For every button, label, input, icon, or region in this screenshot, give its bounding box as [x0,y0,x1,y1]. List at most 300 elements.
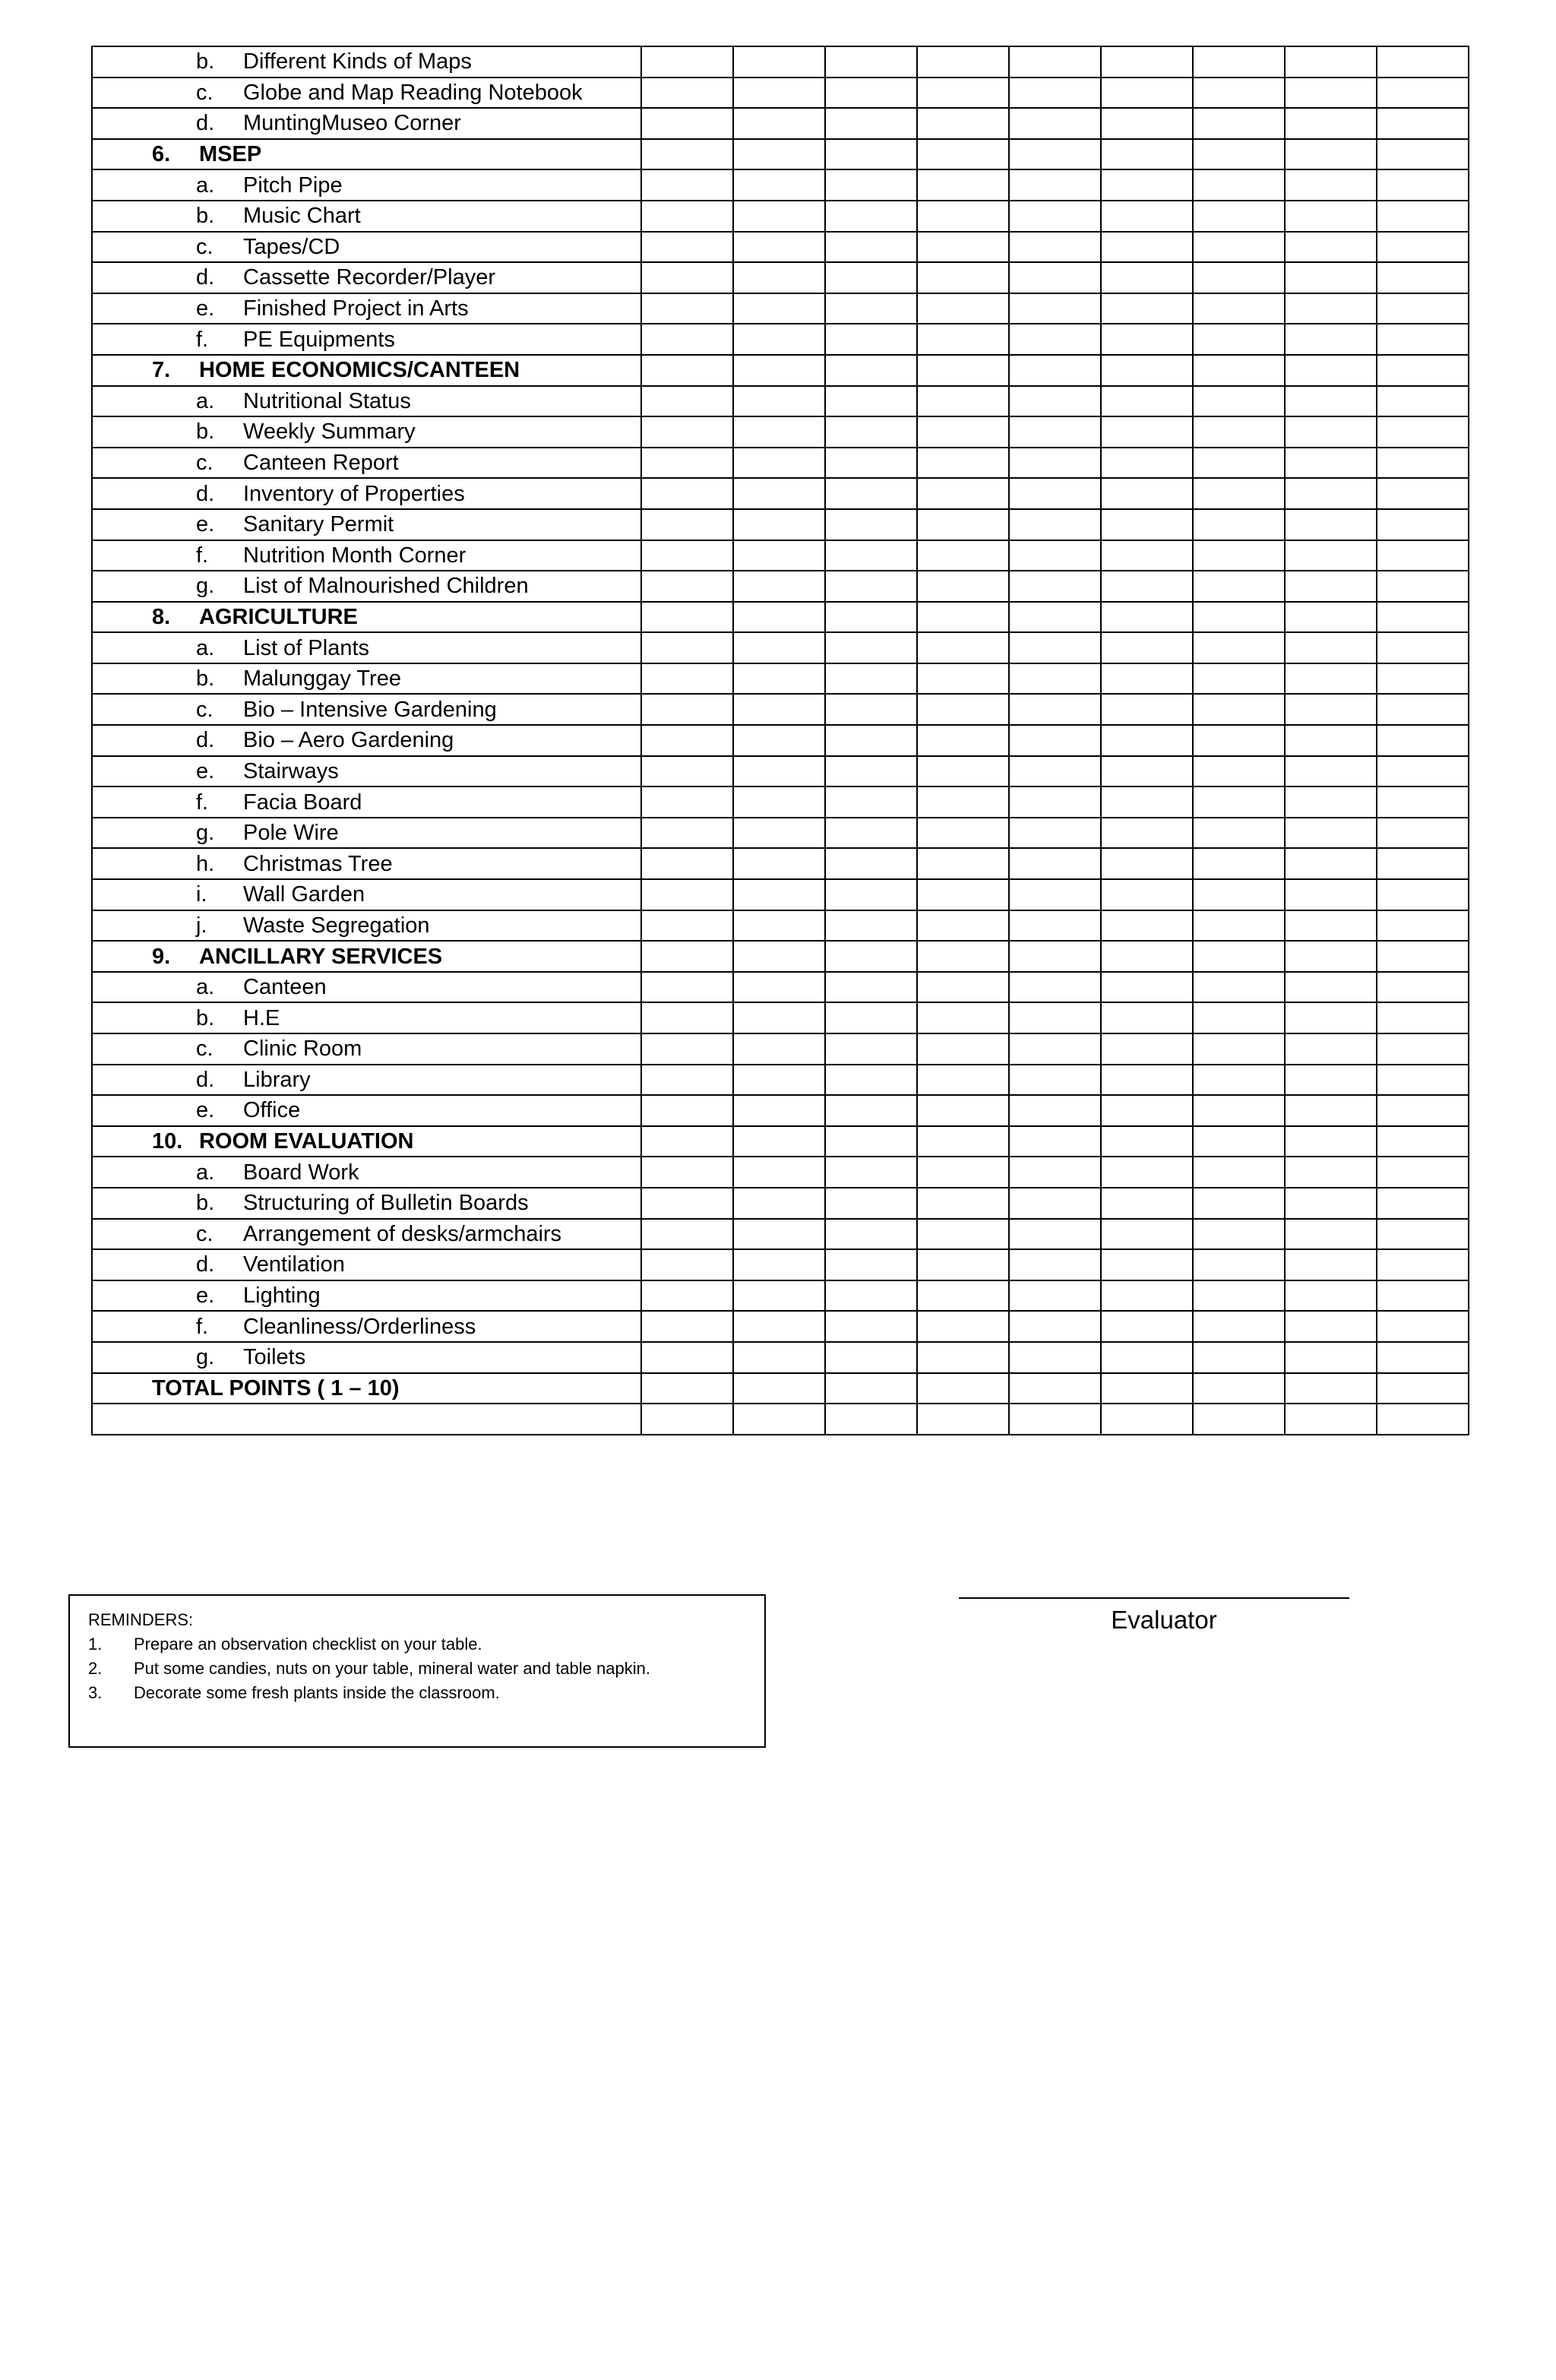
score-cell[interactable] [1285,46,1377,78]
score-cell[interactable] [917,324,1009,355]
score-cell[interactable] [641,879,733,910]
score-cell[interactable] [1377,818,1469,849]
score-cell[interactable] [1009,1065,1101,1096]
score-cell[interactable] [1285,1126,1377,1157]
score-cell[interactable] [1009,355,1101,386]
score-cell[interactable] [1193,663,1285,695]
score-cell[interactable] [733,78,825,109]
score-cell[interactable] [1009,262,1101,293]
score-cell[interactable] [733,756,825,787]
score-cell[interactable] [917,416,1009,448]
score-cell[interactable] [733,1280,825,1312]
score-cell[interactable] [1101,818,1193,849]
score-cell[interactable] [733,232,825,263]
score-cell[interactable] [1009,848,1101,879]
score-cell[interactable] [917,1404,1009,1435]
score-cell[interactable] [641,1249,733,1280]
score-cell[interactable] [1009,602,1101,633]
score-cell[interactable] [917,201,1009,232]
score-cell[interactable] [1377,509,1469,540]
score-cell[interactable] [641,139,733,170]
score-cell[interactable] [641,910,733,942]
score-cell[interactable] [1377,1033,1469,1065]
score-cell[interactable] [1101,1219,1193,1250]
score-cell[interactable] [825,509,917,540]
score-cell[interactable] [825,818,917,849]
score-cell[interactable] [733,1342,825,1373]
score-cell[interactable] [1101,355,1193,386]
score-cell[interactable] [825,1280,917,1312]
score-cell[interactable] [1009,786,1101,818]
score-cell[interactable] [641,756,733,787]
score-cell[interactable] [917,1126,1009,1157]
score-cell[interactable] [1193,694,1285,725]
score-cell[interactable] [1285,1342,1377,1373]
score-cell[interactable] [917,571,1009,602]
score-cell[interactable] [825,108,917,139]
score-cell[interactable] [1285,1219,1377,1250]
score-cell[interactable] [733,879,825,910]
score-cell[interactable] [1193,818,1285,849]
score-cell[interactable] [1193,571,1285,602]
score-cell[interactable] [1101,725,1193,756]
score-cell[interactable] [733,818,825,849]
score-cell[interactable] [1285,232,1377,263]
score-cell[interactable] [1285,108,1377,139]
score-cell[interactable] [917,972,1009,1003]
score-cell[interactable] [825,632,917,663]
score-cell[interactable] [1193,1095,1285,1126]
score-cell[interactable] [1285,663,1377,695]
score-cell[interactable] [733,540,825,571]
score-cell[interactable] [733,1249,825,1280]
score-cell[interactable] [825,355,917,386]
score-cell[interactable] [1101,571,1193,602]
score-cell[interactable] [825,540,917,571]
score-cell[interactable] [641,1157,733,1188]
score-cell[interactable] [1285,1249,1377,1280]
score-cell[interactable] [825,139,917,170]
score-cell[interactable] [1193,602,1285,633]
score-cell[interactable] [641,262,733,293]
score-cell[interactable] [1193,910,1285,942]
score-cell[interactable] [733,201,825,232]
score-cell[interactable] [641,355,733,386]
score-cell[interactable] [641,941,733,972]
score-cell[interactable] [1377,786,1469,818]
score-cell[interactable] [1009,1095,1101,1126]
score-cell[interactable] [1193,1157,1285,1188]
score-cell[interactable] [917,879,1009,910]
score-cell[interactable] [1285,1188,1377,1219]
score-cell[interactable] [1377,293,1469,324]
score-cell[interactable] [825,694,917,725]
score-cell[interactable] [1285,78,1377,109]
score-cell[interactable] [1009,694,1101,725]
score-cell[interactable] [1377,879,1469,910]
score-cell[interactable] [733,786,825,818]
score-cell[interactable] [1377,910,1469,942]
score-cell[interactable] [1193,1342,1285,1373]
score-cell[interactable] [917,786,1009,818]
score-cell[interactable] [1377,756,1469,787]
score-cell[interactable] [1009,386,1101,417]
score-cell[interactable] [1193,262,1285,293]
score-cell[interactable] [1009,972,1101,1003]
score-cell[interactable] [733,1219,825,1250]
score-cell[interactable] [641,1126,733,1157]
score-cell[interactable] [917,1095,1009,1126]
score-cell[interactable] [917,509,1009,540]
score-cell[interactable] [1377,848,1469,879]
score-cell[interactable] [1285,1033,1377,1065]
score-cell[interactable] [825,1188,917,1219]
score-cell[interactable] [917,1373,1009,1404]
score-cell[interactable] [1009,416,1101,448]
score-cell[interactable] [1285,509,1377,540]
score-cell[interactable] [1193,1065,1285,1096]
score-cell[interactable] [733,478,825,509]
score-cell[interactable] [1193,293,1285,324]
score-cell[interactable] [1009,725,1101,756]
score-cell[interactable] [1101,108,1193,139]
score-cell[interactable] [1101,324,1193,355]
score-cell[interactable] [1009,324,1101,355]
score-cell[interactable] [1193,1280,1285,1312]
score-cell[interactable] [733,293,825,324]
score-cell[interactable] [1101,1404,1193,1435]
score-cell[interactable] [641,1342,733,1373]
score-cell[interactable] [733,910,825,942]
score-cell[interactable] [733,169,825,201]
score-cell[interactable] [1101,1249,1193,1280]
score-cell[interactable] [917,169,1009,201]
score-cell[interactable] [1377,46,1469,78]
score-cell[interactable] [1377,1157,1469,1188]
score-cell[interactable] [1377,1249,1469,1280]
score-cell[interactable] [1285,448,1377,479]
score-cell[interactable] [825,293,917,324]
score-cell[interactable] [1285,571,1377,602]
score-cell[interactable] [733,386,825,417]
score-cell[interactable] [1193,1311,1285,1342]
score-cell[interactable] [1193,632,1285,663]
score-cell[interactable] [825,786,917,818]
score-cell[interactable] [641,46,733,78]
score-cell[interactable] [825,663,917,695]
score-cell[interactable] [641,786,733,818]
score-cell[interactable] [1101,632,1193,663]
score-cell[interactable] [917,386,1009,417]
score-cell[interactable] [1285,386,1377,417]
score-cell[interactable] [1101,694,1193,725]
score-cell[interactable] [733,139,825,170]
score-cell[interactable] [1285,910,1377,942]
score-cell[interactable] [641,386,733,417]
score-cell[interactable] [641,1033,733,1065]
score-cell[interactable] [1101,941,1193,972]
score-cell[interactable] [1101,756,1193,787]
score-cell[interactable] [917,602,1009,633]
score-cell[interactable] [1009,46,1101,78]
score-cell[interactable] [641,1188,733,1219]
score-cell[interactable] [1377,602,1469,633]
score-cell[interactable] [917,78,1009,109]
score-cell[interactable] [1193,1249,1285,1280]
score-cell[interactable] [641,632,733,663]
score-cell[interactable] [1009,571,1101,602]
score-cell[interactable] [733,848,825,879]
score-cell[interactable] [917,663,1009,695]
score-cell[interactable] [1285,972,1377,1003]
score-cell[interactable] [641,725,733,756]
score-cell[interactable] [917,910,1009,942]
score-cell[interactable] [825,756,917,787]
score-cell[interactable] [1193,478,1285,509]
score-cell[interactable] [1377,694,1469,725]
score-cell[interactable] [1285,1157,1377,1188]
score-cell[interactable] [917,694,1009,725]
score-cell[interactable] [825,1373,917,1404]
score-cell[interactable] [1285,262,1377,293]
score-cell[interactable] [1377,448,1469,479]
score-cell[interactable] [1377,355,1469,386]
score-cell[interactable] [1193,1404,1285,1435]
score-cell[interactable] [1193,1033,1285,1065]
score-cell[interactable] [1009,818,1101,849]
score-cell[interactable] [641,416,733,448]
score-cell[interactable] [917,848,1009,879]
score-cell[interactable] [917,108,1009,139]
score-cell[interactable] [1377,139,1469,170]
score-cell[interactable] [733,262,825,293]
score-cell[interactable] [1009,941,1101,972]
score-cell[interactable] [1377,571,1469,602]
score-cell[interactable] [825,1157,917,1188]
score-cell[interactable] [1009,509,1101,540]
score-cell[interactable] [1009,169,1101,201]
score-cell[interactable] [1101,509,1193,540]
score-cell[interactable] [1101,416,1193,448]
score-cell[interactable] [1285,169,1377,201]
score-cell[interactable] [1101,1065,1193,1096]
score-cell[interactable] [1101,46,1193,78]
score-cell[interactable] [825,1311,917,1342]
score-cell[interactable] [1377,1065,1469,1096]
score-cell[interactable] [917,1188,1009,1219]
score-cell[interactable] [641,540,733,571]
score-cell[interactable] [1101,879,1193,910]
score-cell[interactable] [1193,879,1285,910]
score-cell[interactable] [1101,1188,1193,1219]
score-cell[interactable] [1101,1157,1193,1188]
score-cell[interactable] [917,1065,1009,1096]
score-cell[interactable] [1009,910,1101,942]
score-cell[interactable] [1101,293,1193,324]
score-cell[interactable] [1377,78,1469,109]
score-cell[interactable] [1285,201,1377,232]
score-cell[interactable] [1285,848,1377,879]
score-cell[interactable] [1009,108,1101,139]
score-cell[interactable] [825,910,917,942]
score-cell[interactable] [825,324,917,355]
score-cell[interactable] [1285,1280,1377,1312]
score-cell[interactable] [1193,1373,1285,1404]
score-cell[interactable] [733,571,825,602]
score-cell[interactable] [1377,663,1469,695]
score-cell[interactable] [733,1404,825,1435]
score-cell[interactable] [733,509,825,540]
score-cell[interactable] [917,355,1009,386]
score-cell[interactable] [733,1065,825,1096]
score-cell[interactable] [825,1249,917,1280]
score-cell[interactable] [1285,786,1377,818]
score-cell[interactable] [1377,416,1469,448]
score-cell[interactable] [917,1311,1009,1342]
score-cell[interactable] [1009,663,1101,695]
score-cell[interactable] [1009,1404,1101,1435]
score-cell[interactable] [641,78,733,109]
score-cell[interactable] [1101,386,1193,417]
score-cell[interactable] [1193,1002,1285,1033]
score-cell[interactable] [641,201,733,232]
score-cell[interactable] [641,509,733,540]
score-cell[interactable] [917,1033,1009,1065]
score-cell[interactable] [1101,232,1193,263]
score-cell[interactable] [1009,540,1101,571]
score-cell[interactable] [1193,78,1285,109]
score-cell[interactable] [1285,725,1377,756]
score-cell[interactable] [641,1280,733,1312]
score-cell[interactable] [1377,1126,1469,1157]
score-cell[interactable] [917,46,1009,78]
score-cell[interactable] [1285,602,1377,633]
score-cell[interactable] [733,324,825,355]
score-cell[interactable] [1377,540,1469,571]
score-cell[interactable] [1377,201,1469,232]
score-cell[interactable] [1101,602,1193,633]
score-cell[interactable] [1285,139,1377,170]
score-cell[interactable] [1193,540,1285,571]
score-cell[interactable] [641,324,733,355]
score-cell[interactable] [917,448,1009,479]
score-cell[interactable] [1101,848,1193,879]
score-cell[interactable] [1193,756,1285,787]
score-cell[interactable] [825,972,917,1003]
score-cell[interactable] [1009,879,1101,910]
score-cell[interactable] [1009,201,1101,232]
score-cell[interactable] [1193,201,1285,232]
score-cell[interactable] [1193,1126,1285,1157]
score-cell[interactable] [1009,1157,1101,1188]
score-cell[interactable] [641,818,733,849]
score-cell[interactable] [1193,232,1285,263]
score-cell[interactable] [1193,169,1285,201]
score-cell[interactable] [1193,386,1285,417]
score-cell[interactable] [1009,139,1101,170]
score-cell[interactable] [1193,324,1285,355]
score-cell[interactable] [1377,1188,1469,1219]
score-cell[interactable] [1009,448,1101,479]
score-cell[interactable] [917,1280,1009,1312]
score-cell[interactable] [641,1373,733,1404]
score-cell[interactable] [1101,201,1193,232]
score-cell[interactable] [641,1095,733,1126]
score-cell[interactable] [733,941,825,972]
score-cell[interactable] [1101,1002,1193,1033]
score-cell[interactable] [1009,1219,1101,1250]
score-cell[interactable] [1285,1404,1377,1435]
score-cell[interactable] [733,1157,825,1188]
score-cell[interactable] [733,602,825,633]
score-cell[interactable] [917,478,1009,509]
score-cell[interactable] [825,1342,917,1373]
score-cell[interactable] [733,46,825,78]
score-cell[interactable] [641,169,733,201]
score-cell[interactable] [733,1373,825,1404]
score-cell[interactable] [825,1126,917,1157]
score-cell[interactable] [733,448,825,479]
score-cell[interactable] [1285,478,1377,509]
score-cell[interactable] [1377,169,1469,201]
score-cell[interactable] [825,1404,917,1435]
score-cell[interactable] [1101,663,1193,695]
score-cell[interactable] [1377,386,1469,417]
score-cell[interactable] [1285,540,1377,571]
score-cell[interactable] [1193,1188,1285,1219]
score-cell[interactable] [917,632,1009,663]
score-cell[interactable] [1285,355,1377,386]
score-cell[interactable] [1377,324,1469,355]
score-cell[interactable] [1193,416,1285,448]
score-cell[interactable] [1193,848,1285,879]
score-cell[interactable] [1101,262,1193,293]
score-cell[interactable] [1377,1002,1469,1033]
score-cell[interactable] [825,1219,917,1250]
score-cell[interactable] [1193,941,1285,972]
score-cell[interactable] [1009,1033,1101,1065]
score-cell[interactable] [825,201,917,232]
score-cell[interactable] [1377,972,1469,1003]
score-cell[interactable] [641,232,733,263]
score-cell[interactable] [825,602,917,633]
score-cell[interactable] [1101,78,1193,109]
score-cell[interactable] [917,725,1009,756]
score-cell[interactable] [1101,448,1193,479]
score-cell[interactable] [1193,108,1285,139]
score-cell[interactable] [1009,1373,1101,1404]
score-cell[interactable] [733,632,825,663]
score-cell[interactable] [1009,756,1101,787]
score-cell[interactable] [1285,632,1377,663]
score-cell[interactable] [1377,1219,1469,1250]
score-cell[interactable] [1009,1342,1101,1373]
score-cell[interactable] [641,1219,733,1250]
score-cell[interactable] [1009,632,1101,663]
score-cell[interactable] [1193,725,1285,756]
score-cell[interactable] [1377,1095,1469,1126]
score-cell[interactable] [641,972,733,1003]
score-cell[interactable] [917,293,1009,324]
score-cell[interactable] [1193,355,1285,386]
score-cell[interactable] [641,1404,733,1435]
score-cell[interactable] [825,1033,917,1065]
score-cell[interactable] [1285,1373,1377,1404]
score-cell[interactable] [1285,1065,1377,1096]
score-cell[interactable] [1377,725,1469,756]
score-cell[interactable] [1101,1126,1193,1157]
score-cell[interactable] [1101,1342,1193,1373]
